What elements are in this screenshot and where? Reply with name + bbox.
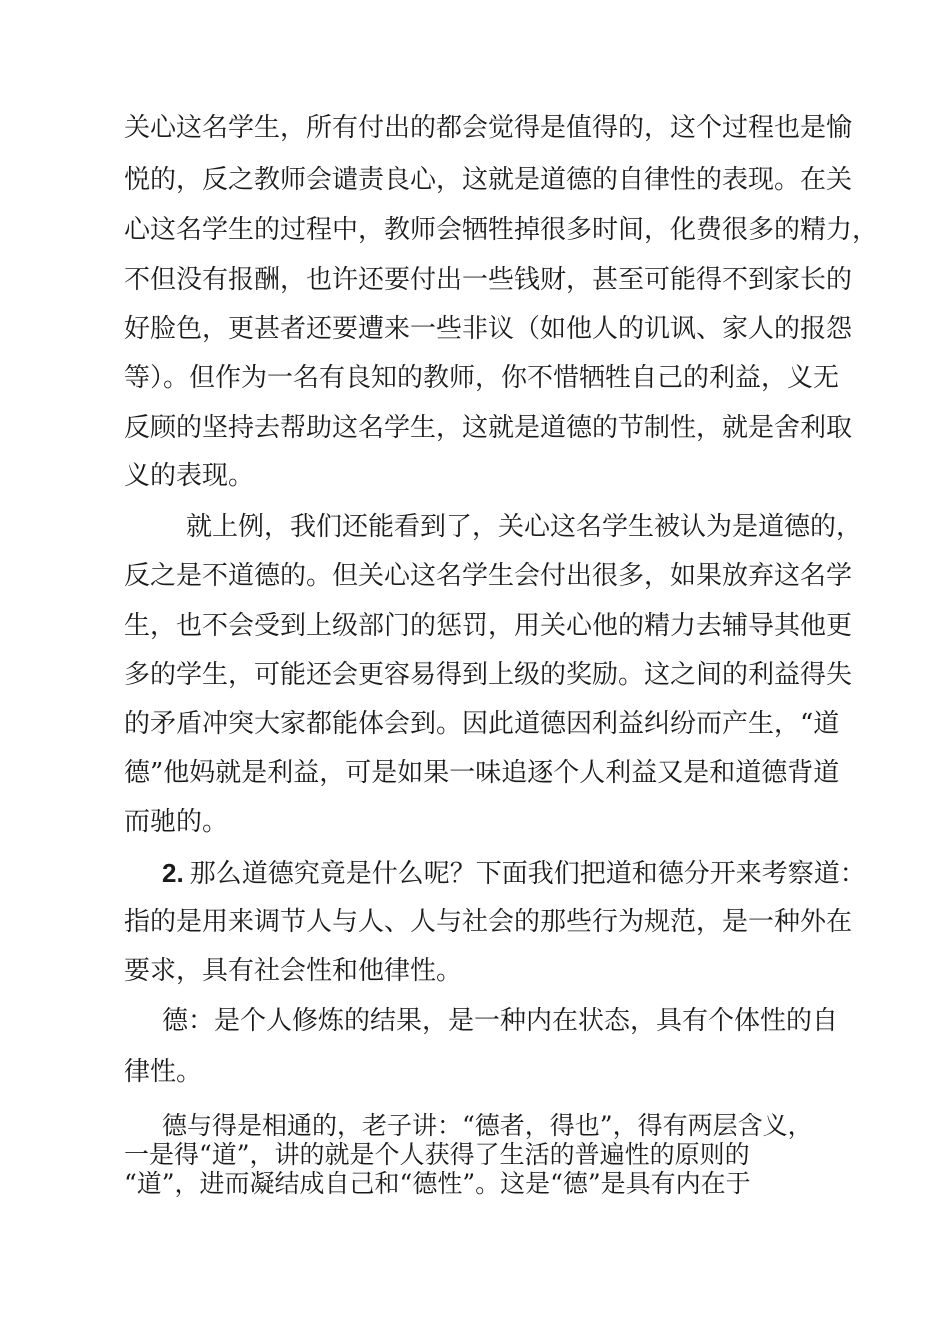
text-line: 义的表现。 [124,461,255,491]
text-line: 多的学生，可能还会更容易得到上级的奖励。这之间的利益得失 [124,660,853,690]
text-line [162,857,866,890]
text-line: 关心这名学生，所有付出的都会觉得是值得的，这个过程也是愉 [124,113,853,143]
text-line: 德与得是相通的，老子讲：“德者，得也”，得有两层含义， [162,1111,813,1140]
text-line: 等）。但作为一名有良知的教师，你不惜牺牲自己的利益，义无 [124,363,840,393]
text-line: 悦的，反之教师会谴责良心，这就是道德的自律性的表现。在关 [124,165,853,195]
text-span: 那么道德究竟是什么呢？下面我们把道和德分开来考察道： [189,859,866,889]
text-line: 生，也不会受到上级部门的惩罚，用关心他的精力去辅导其他更 [124,611,853,641]
text-line: 的矛盾冲突大家都能体会到。因此道德因利益纠纷而产生，“道 [124,709,840,739]
text-line: 反之是不道德的。但关心这名学生会付出很多，如果放弃这名学 [124,561,853,591]
text-line: 要求，具有社会性和他律性。 [124,956,463,986]
text-line: 而驰的。 [124,807,229,837]
text-line: 指的是用来调节人与人、人与社会的那些行为规范，是一种外在 [124,907,853,937]
text-line: 不但没有报酬，也许还要付出一些钱财，甚至可能得不到家长的 [124,265,853,295]
text-line: 反顾的坚持去帮助这名学生，这就是道德的节制性，就是舍利取 [124,413,853,443]
text-line: 就上例，我们还能看到了，关心这名学生被认为是道德的， [186,512,863,542]
text-line: 好脸色，更甚者还要遭来一些非议（如他人的讥讽、家人的报怨 [124,314,853,344]
text-line: 德”他妈就是利益，可是如果一味追逐个人利益又是和道德背道 [124,758,840,788]
text-line: 心这名学生的过程中，教师会牺牲掉很多时间，化费很多的精力， [124,215,879,245]
text-line: 德：是个人修炼的结果，是一种内在状态，具有个体性的自 [162,1006,839,1036]
text-line: 律性。 [124,1057,203,1087]
section-number: 2. [162,858,184,888]
text-line: “道”，进而凝结成自己和“德性”。这是“德”是具有内在于 [124,1169,751,1198]
text-line: 一是得“道”，讲的就是个人获得了生活的普遍性的原则的 [124,1140,750,1169]
